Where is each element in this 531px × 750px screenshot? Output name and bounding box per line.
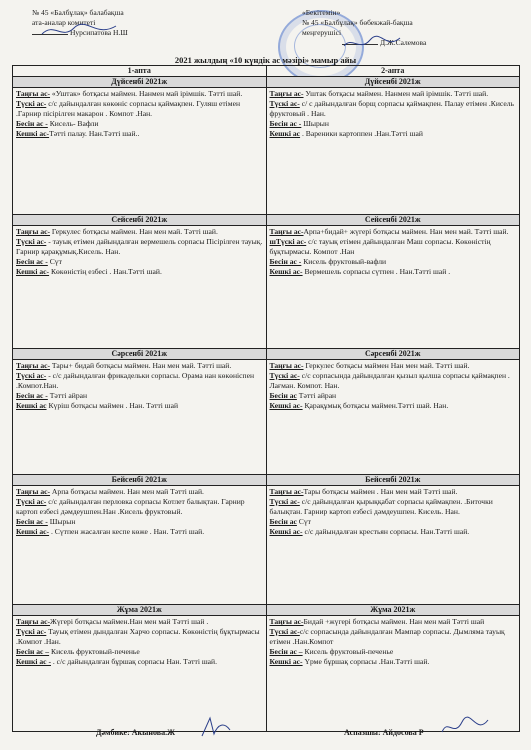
meal-label: Таңғы ас- — [269, 487, 304, 496]
meal-line — [270, 129, 517, 139]
meal-text: Тәтті айран — [47, 391, 88, 400]
day-header-row — [13, 77, 520, 88]
meal-line — [270, 267, 517, 277]
meal-label: Таңғы ас- — [16, 89, 51, 98]
meal-line — [270, 89, 517, 99]
meals-cell — [266, 616, 520, 732]
meals-cell — [266, 226, 520, 349]
meal-text: Тәтті палау. Нан.Тәтті шай.. — [49, 129, 140, 138]
meal-label: Түскі ас- — [269, 99, 300, 108]
meal-label: Бесін ас - — [16, 391, 48, 400]
meal-text: Тауық етімен дындалған Харчо сорпасы. Көкөністің бұқтырмасы .Компот .Нан. — [16, 627, 260, 646]
meal-label: Түскі ас- — [269, 371, 300, 380]
meal-text: с/с дайындалған перловка сорпасы Котлет балықтан. Гарнир картоп езбесі дәмдеушпен.Нан .Кисель фруктовый. — [16, 497, 245, 516]
meal-label: Кешкі ас- — [16, 129, 50, 138]
meal-line — [270, 361, 517, 371]
signature-right-icon — [342, 34, 402, 54]
meal-line — [16, 487, 263, 497]
meals-row — [13, 226, 520, 349]
meal-line — [270, 401, 517, 411]
meal-line — [16, 99, 263, 119]
meal-line — [16, 627, 263, 647]
meal-text: Геркулес ботқасы маймен. Нан мен май. Тәтті шай. — [50, 227, 218, 236]
meal-text: Сүт — [47, 257, 62, 266]
meal-label: Түскі ас- — [16, 237, 47, 246]
meal-line — [16, 119, 263, 129]
day-header: Жұма 2021ж — [266, 605, 520, 616]
meal-text: с/с сорпасында дайындалған қызыл қылша сорпасы қаймақпен . Лағман. Компот. Нан. — [269, 371, 510, 390]
meal-label: Түскі ас- — [16, 497, 47, 506]
meal-label: Таңғы ас- — [16, 227, 51, 236]
meal-label: Кешкі ас- — [269, 401, 303, 410]
meal-line — [270, 227, 517, 237]
meal-line — [16, 517, 263, 527]
meal-text: - тауық етімен дайындалған вермешель сорпасы Пісірілген тауық. Гарнир қарақұмық.Кисель. Нан. — [16, 237, 263, 256]
meal-text: Бидай +жүгері ботқасы маймен. Нан мен май Тәтті шай — [303, 617, 485, 626]
meals-row — [13, 88, 520, 215]
meal-label: Кешкі ас - — [16, 657, 51, 666]
meal-label: Түскі ас- — [16, 99, 47, 108]
menu-table — [12, 65, 520, 732]
meal-text: Кисель фруктовый-вафли — [301, 257, 387, 266]
meal-text: Арпа ботқасы маймен. Нан мен май Тәтті шай. — [50, 487, 204, 496]
meal-label: Бесін ас — [269, 517, 297, 526]
meal-label: Таңғы ас- — [269, 361, 304, 370]
meal-text: Қарақұмық ботқасы маймен.Тәтті шай. Нан. — [302, 401, 449, 410]
meal-label: Түскі ас- — [16, 627, 47, 636]
meals-cell — [266, 486, 520, 605]
meal-line — [16, 657, 263, 667]
meal-line — [16, 257, 263, 267]
meals-row — [13, 486, 520, 605]
meal-line — [16, 391, 263, 401]
meal-text: с/с дайындалған қырыққабат сорпасы қаймақпен. .Биточки балықтан. Гарнир картоп езбесі дәмдеушпен. Кисель. Нан. — [269, 497, 493, 516]
meal-text: Сүт — [296, 517, 311, 526]
signature-nurse-icon — [200, 716, 232, 740]
day-header: Сәрсенбі 2021ж — [266, 349, 520, 360]
page-title: 2021 жылдың «10 күндік ас мәзірі» мамыр айы — [174, 55, 357, 65]
meal-line — [16, 89, 263, 99]
meal-line — [270, 627, 517, 647]
meal-label: Бесін ас - — [16, 119, 48, 128]
meal-label: Кешкі ас- — [16, 267, 50, 276]
meal-label: Таңғы ас- — [269, 227, 304, 236]
meal-line — [270, 99, 517, 119]
meal-line — [270, 617, 517, 627]
meals-cell — [13, 88, 267, 215]
day-header: Сейсенбі 2021ж — [266, 215, 520, 226]
meals-cell — [266, 360, 520, 475]
meal-label: Кешкі ас- — [269, 267, 303, 276]
signature-cook-icon — [440, 716, 490, 740]
meal-line — [270, 237, 517, 257]
meal-label: Кешкі ас- — [269, 657, 303, 666]
day-header: Сәрсенбі 2021ж — [13, 349, 267, 360]
meal-line — [16, 497, 263, 517]
meal-text: . Сүтпен жасалған кеспе көже . Нан. Тәтті шай. — [49, 527, 205, 536]
meal-label: шТүскі ас- — [269, 237, 307, 246]
meal-text: Кисель фруктовый-печенье — [49, 647, 140, 656]
meal-line — [270, 371, 517, 391]
kindergarten-name-left: № 45 «Балбұлақ» балабақша — [32, 8, 124, 17]
meal-label: Таңғы ас- — [16, 617, 51, 626]
meal-line — [16, 401, 263, 411]
meal-line — [16, 647, 263, 657]
meal-text: с/ с дайындалған борщ сорпасы қаймақпен. Палау етімен .Кисель фруктовый . Нан. — [269, 99, 515, 118]
meals-cell — [13, 486, 267, 605]
meal-label: Бесін ас - — [16, 517, 48, 526]
day-header: Жұма 2021ж — [13, 605, 267, 616]
meal-label: Түскі ас- — [269, 497, 300, 506]
signature-left-icon — [40, 20, 120, 42]
meal-text: Тәтті айран — [296, 391, 337, 400]
meal-text: Геркулес ботқасы маймен Нан мен май. Тәтті шай. — [303, 361, 470, 370]
nurse-signature-label: Дәмбике: Акынова.Ж — [96, 728, 176, 737]
day-header: Сейсенбі 2021ж — [13, 215, 267, 226]
meal-line — [270, 257, 517, 267]
day-header: Бейсенбі 2021ж — [266, 475, 520, 486]
meal-text: - с/с дайындалған фрикадельки сорпасы. Орама нан көкөніспен .Компот.Нан. — [16, 371, 255, 390]
meal-line — [270, 647, 517, 657]
meals-row — [13, 616, 520, 732]
meal-line — [16, 267, 263, 277]
meal-label: Бесін ас – — [16, 647, 50, 656]
committee-member-name: Нурсипатова Н.Ш — [32, 28, 262, 38]
meal-line — [270, 657, 517, 667]
meal-text: с/с дайындалған крестьян сорпасы. Нан.Тәтті шай. — [302, 527, 470, 536]
day-header: Дүйсенбі 2021ж — [266, 77, 520, 88]
meal-line — [16, 227, 263, 237]
approval-right-block — [302, 8, 522, 48]
meal-text: Вермешель сорпасы сүтпен . Нан.Тәтті шай . — [302, 267, 451, 276]
meal-label: Таңғы ас- — [16, 487, 51, 496]
meal-text: с/с тауық етімен дайындалған Маш сорпасы. Көкөністің бұқтырмасы. Компот .Нан — [269, 237, 491, 256]
meal-label: Түскі ас- — [16, 371, 47, 380]
meal-line — [270, 527, 517, 537]
meal-label: Бесін ас — [269, 391, 297, 400]
meal-text: Уштак ботқасы маймен. Нанмен май ірімшік. Тәтті шай. — [303, 89, 489, 98]
meal-label: Бесін ас - — [269, 119, 302, 128]
meal-label: Кешкі ас — [269, 129, 301, 138]
meal-label: Бесін ас - — [16, 257, 48, 266]
meals-cell — [13, 226, 267, 349]
day-header-row — [13, 605, 520, 616]
meal-label: Бесін ас - — [269, 257, 302, 266]
meal-line — [270, 487, 517, 497]
meal-line — [270, 497, 517, 517]
approve-label: «Бекітемін» — [302, 8, 341, 17]
day-header-row — [13, 475, 520, 486]
week-1-header: 1-апта — [13, 66, 267, 77]
day-header: Бейсенбі 2021ж — [13, 475, 267, 486]
meal-text: . с/с дайындалған бұршақ сорпасы Нан. Тәтті шай. — [50, 657, 218, 666]
meal-label: Таңғы ас- — [16, 361, 51, 370]
meal-line — [16, 361, 263, 371]
meal-text: . Вареники картоппен .Нан.Тәтті шай — [300, 129, 423, 138]
meal-text: Көкөністің езбесі . Нан.Тәтті шай. — [49, 267, 162, 276]
meal-label: Кешкі ас- — [269, 527, 303, 536]
meal-label: Кешкі ас — [16, 401, 47, 410]
day-header-row — [13, 349, 520, 360]
meals-row — [13, 360, 520, 475]
meal-text: Тары+ бидай ботқасы маймен. Нан мен май. Тәтті шай. — [50, 361, 232, 370]
meals-cell — [266, 88, 520, 215]
meal-line — [16, 237, 263, 257]
meals-cell — [13, 616, 267, 732]
meal-text: Үрме бұршақ сорпасы .Нан.Тәтті шай. — [302, 657, 430, 666]
meal-label: Таңғы ас- — [269, 617, 304, 626]
parent-committee-label: ата-аналар комитеті — [32, 18, 96, 27]
cook-signature-label: Аспазшы: Айдосова Р — [344, 728, 424, 737]
meal-line — [270, 119, 517, 129]
meal-text: Тары ботқасы маймен . Нан мен май Тәтті шай. — [303, 487, 458, 496]
kindergarten-name-right: № 45 «Балбұлақ» бөбекжай-бақша — [302, 18, 413, 27]
meal-text: Жүгері ботқасы маймен.Нан мен май Тәтті шай . — [50, 617, 209, 626]
meal-text: Шырын — [47, 517, 76, 526]
meal-line — [270, 391, 517, 401]
meal-line — [16, 371, 263, 391]
meal-text: с/с дайындалған көкөніс сорпасы қаймақпен. Гуляш етімен .Гарнир пісірілген макарон . Компот .Нан. — [16, 99, 241, 118]
menu-body — [13, 77, 520, 732]
meal-text: Күріш ботқасы маймен . Нан. Тәтті шай — [46, 401, 179, 410]
meal-text: «Уштак» ботқасы маймен. Нанмен май ірімшік. Тәтті шай. — [50, 89, 243, 98]
meal-label: Түскі ас- — [269, 627, 300, 636]
meal-label: Кешкі ас- — [16, 527, 50, 536]
meals-cell — [13, 360, 267, 475]
meal-text: Кисель фруктовый-печенье — [302, 647, 394, 656]
meal-label: Бесін ас – — [269, 647, 303, 656]
meal-text: с/с сорпасында дайындалған Мампар сорпасы. Дымляма тауық етімен .Нан.Компот — [269, 627, 505, 646]
meal-line — [270, 517, 517, 527]
week-2-header: 2-апта — [266, 66, 520, 77]
meal-text: Кисель- Вафли — [47, 119, 99, 128]
meal-label: Таңғы ас- — [269, 89, 304, 98]
meal-line — [16, 129, 263, 139]
head-label: меңгерушісі — [302, 28, 342, 37]
head-name: Д.Ж.Салемова — [302, 38, 522, 48]
meal-text: Шырын — [301, 119, 329, 128]
meal-line — [16, 527, 263, 537]
day-header: Дүйсенбі 2021ж — [13, 77, 267, 88]
meal-line — [16, 617, 263, 627]
meal-text: Арпа+бидай+ жүгері ботқасы маймен. Нан мен май. Тәтті шай. — [303, 227, 509, 236]
day-header-row — [13, 215, 520, 226]
